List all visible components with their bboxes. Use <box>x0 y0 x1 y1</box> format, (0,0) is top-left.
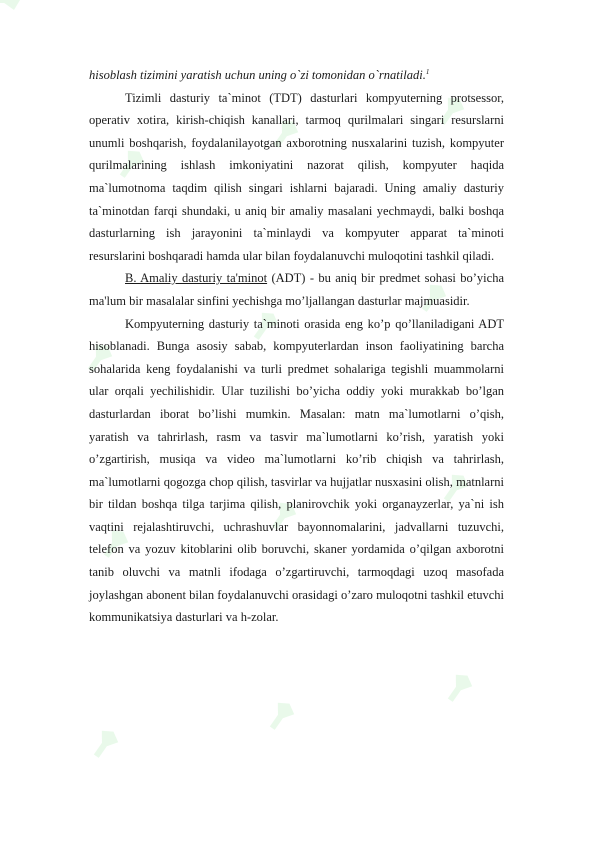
paragraph-system-software: Tizimli dasturiy ta`minot (TDT) dasturlari kompyuterning protsessor, operativ xotira, kirish-chiqish kanallari, tarmoq qurilmalari singari resurslarni unumli boshqarish, foydalanilayotgan axborotning nusxalarini tuzish, kompyuter qurilmalarining ishlash imkoniyatini nazorat qilish, kompyuter haqida ma`lumotnoma taqdim qilish singari ishlarni bajaradi. Uning amaliy dasturiy ta`minotdan farqi shundaki, u aniq bir amaliy masalani yechmaydi, balki boshqa dasturlarning ish jarayonini ta`minlaydi va kompyuter apparat ta`minoti resurslarini boshqaradi hamda ular bilan foydalanuvchi muloqotini tashkil qiladi. <box>89 90 504 263</box>
definition-text: (ADT) - bu aniq bir predmet sohasi bo’yicha ma'lum bir masalalar sinfini yechishga mo’ljallangan dasturlar majmuasidir. <box>89 271 504 308</box>
footnote-marker[interactable]: 1 <box>425 67 430 76</box>
paragraph-applied-software-definition <box>89 267 504 312</box>
term-applied-software: B. Amaliy dasturiy ta'minot <box>125 271 268 286</box>
paragraph-intro-text: hisoblash tizimini yaratish uchun uning o`zi tomonidan o`rnatiladi. <box>89 68 426 82</box>
document-body <box>89 64 504 629</box>
paragraph-applied-software-examples: Kompyuterning dasturiy ta`minoti orasida eng ko’p qo’llaniladigani ADT hisoblanadi. Bunga asosiy sabab, kompyuterlardan inson faoliyatining barcha sohalarida keng foydalanishi va turli predmet sohalariga tegishli muammolarni ular orqali yechilishidir. Ular tuzilishi bo’yicha oddiy yoki murakkab bo’lgan dasturlardan iborat bo’lishi mumkin. Masalan: matn ma`lumotlarni o’qish, yaratish va tahrirlash, rasm va tasvir ma`lumotlarni ko’rish, yaratish yoki o’zgartirish, musiqa va video ma`lumotlarni ko’rib chiqish va tahrirlash, ma`lumotlarni qogozga chop qilish, tasvirlar va hujjatlar nusxasini olish, matnlarni bir tildan boshqa tilga tarjima qilish, planirovchik yoki organayzerlar, ya`ni ish vaqtini rejalashtiruvchi, uchrashuvlar bayonnomalarini, jadvallarni tuzuvchi, telefon va yozuv kitoblarini olib boruvchi, skaner yordamida o’qilgan axborotni tanib oluvchi va matnli ifodaga o’zgartiruvchi, tarmoqdagi uzoq masofada joylashgan abonent bilan foydalanuvchi orasidagi o’zaro muloqotni tashkil etuvchi kommunikatsiya dasturlari va h-zolar. <box>89 316 504 625</box>
paragraph-intro <box>89 64 504 87</box>
